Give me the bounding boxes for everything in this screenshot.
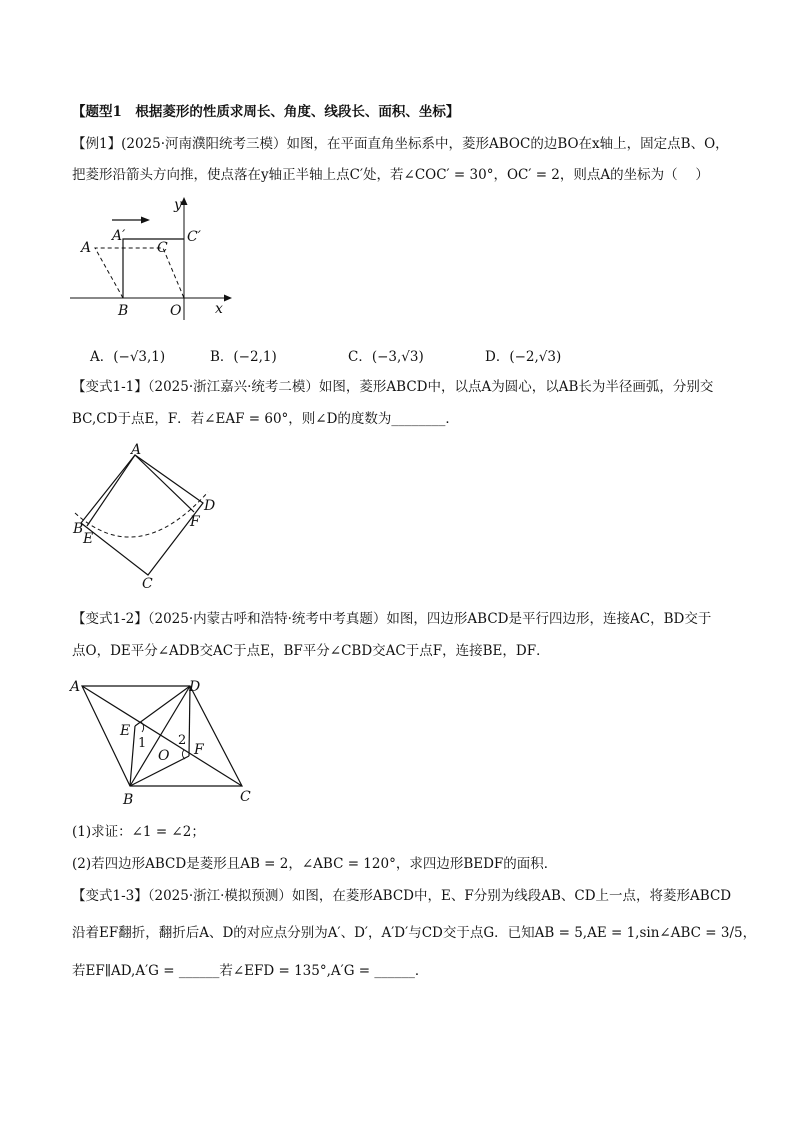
- fig2-label-F: F: [190, 514, 200, 530]
- variant1-2-line1: 【变式1-2】（2025·内蒙古呼和浩特·统考中考真题）如图，四边形ABCD是平行四边形，连接AC，BD交于: [72, 611, 712, 627]
- fig2-label-C: C: [142, 576, 153, 592]
- example1-line1: 【例1】(2025·河南濮阳统考三模）如图，在平面直角坐标系中，菱形ABOC的边BO在x轴上，固定点B、O，: [72, 136, 729, 152]
- variant1-2-question1: (1)求证：∠1 = ∠2；: [72, 824, 205, 840]
- choice-b[interactable]: B．(−2,1): [210, 349, 277, 365]
- variant1-2-figure: [68, 672, 268, 812]
- fig2-label-B: B: [73, 521, 84, 537]
- fig2-label-A: A: [131, 442, 142, 458]
- fig2-label-D: D: [204, 498, 216, 514]
- fig3-label-angle-2: 2: [178, 733, 187, 748]
- variant1-1-figure: [68, 440, 228, 592]
- section-title: 【题型1 根据菱形的性质求周长、角度、线段长、面积、坐标】: [72, 104, 460, 120]
- fig1-label-A-prime: A′: [112, 228, 126, 244]
- fig1-label-y: y: [174, 197, 182, 213]
- fig3-label-E: E: [120, 723, 131, 739]
- fig1-label-O: O: [170, 303, 182, 319]
- fig1-label-C: C: [157, 240, 168, 256]
- example1-figure: [68, 192, 238, 322]
- fig3-label-B: B: [123, 792, 134, 808]
- variant1-1-line2: BC,CD于点E，F．若∠EAF = 60°，则∠D的度数为________．: [72, 411, 459, 427]
- fig3-label-angle-1: 1: [138, 736, 147, 751]
- variant1-3-line1: 【变式1-3】（2025·浙江·模拟预测）如图，在菱形ABCD中，E、F分别为线段AB、CD上一点，将菱形ABCD: [72, 888, 732, 904]
- fig1-label-C-prime: C′: [187, 229, 201, 245]
- fig3-label-D: D: [189, 679, 201, 695]
- variant1-1-line1: 【变式1-1】（2025·浙江嘉兴·统考二模）如图，菱形ABCD中，以点A为圆心，以AB长为半径画弧，分别交: [72, 379, 714, 395]
- choice-d[interactable]: D．(−2,√3): [485, 349, 562, 365]
- variant1-3-line3: 若EF∥AD,A′G = ______若∠EFD = 135°,A′G = ______．: [72, 963, 429, 979]
- fig3-label-C: C: [240, 789, 251, 805]
- variant1-2-line2: 点O，DE平分∠ADB交AC于点E，BF平分∠CBD交AC于点F，连接BE，DF．: [72, 643, 550, 659]
- fig2-label-E: E: [83, 531, 94, 547]
- fig1-label-A: A: [81, 240, 92, 256]
- choice-a[interactable]: A．(−√3,1): [90, 349, 166, 365]
- fig3-label-O: O: [158, 748, 170, 764]
- choice-c[interactable]: C．(−3,√3): [348, 349, 424, 365]
- fig3-label-F: F: [194, 742, 204, 758]
- variant1-2-question2: (2)若四边形ABCD是菱形且AB = 2，∠ABC = 120°，求四边形BEDF的面积．: [72, 856, 558, 872]
- fig3-label-A: A: [70, 679, 81, 695]
- example1-line2: 把菱形沿箭头方向推，使点落在y轴正半轴上点C′处，若∠COC′ = 30°，OC′ = 2，则点A的坐标为（ ）: [72, 167, 709, 183]
- variant1-3-line2: 沿着EF翻折，翻折后A、D的对应点分别为A′、D′，A′D′与CD交于点G．已知AB = 5,AE = 1,sin∠ABC = 3/5，: [72, 925, 757, 941]
- fig1-label-B: B: [118, 303, 129, 319]
- fig1-label-x: x: [215, 301, 223, 317]
